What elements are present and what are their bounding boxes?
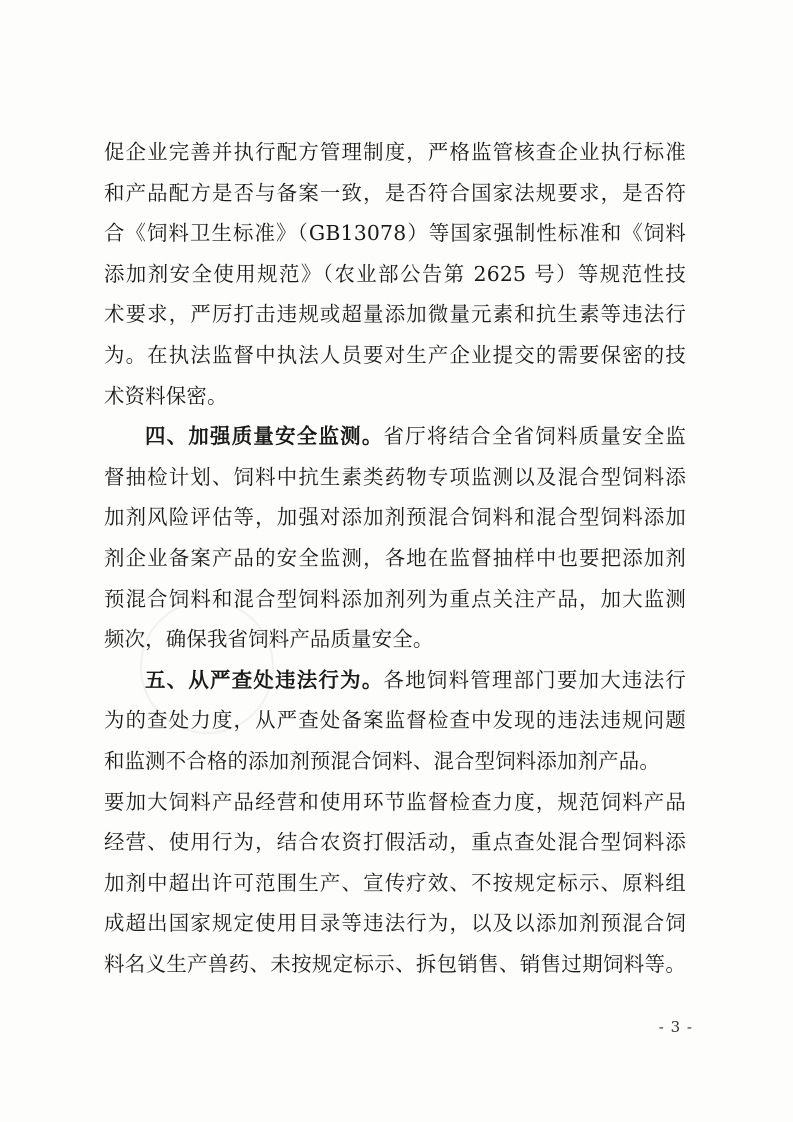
- p3-line-8: 料名义生产兽药、未按规定标示、拆包销售、销售过期饲料等。: [104, 951, 686, 976]
- page-number: - 3 -: [658, 1018, 693, 1036]
- p1-line-1: 促企业完善并执行配方管理制度，严格监管核查企业执行标准: [104, 140, 686, 164]
- p2-line-3: 加剂风险评估等，加强对添加剂预混合饲料和混合型饲料添加: [104, 505, 686, 530]
- p1-line-3: 合《饲料卫生标准》（GB13078）等国家强制性标准和《饲料: [104, 221, 686, 246]
- p2-line-1-text: 省厅将结合全省饲料质量安全监: [383, 424, 686, 449]
- p1-line-5: 术要求，严厉打击违规或超量添加微量元素和抗生素等违法行: [104, 302, 686, 327]
- p3-line-3: 和监测不合格的添加剂预混合饲料、混合型饲料添加剂产品。: [104, 748, 660, 773]
- p2-line-6: 频次，确保我省饲料产品质量安全。: [104, 627, 434, 652]
- p1-line-4: 添加剂安全使用规范》（农业部公告第 2625 号）等规范性技: [104, 261, 686, 286]
- p3-line-7: 成超出国家规定使用目录等违法行为，以及以添加剂预混合饲: [104, 911, 686, 936]
- p1-line-7: 术资料保密。: [104, 383, 228, 408]
- p1-line-6: 为。在执法监督中执法人员要对生产企业提交的需要保密的技: [104, 342, 686, 367]
- p3-line-2: 为的查处力度，从严查处备案监督检查中发现的违法违规问题: [104, 708, 686, 733]
- p3-line-1: [104, 660, 686, 701]
- p3-line-1-text: 各地饲料管理部门要加大违法行: [383, 667, 686, 692]
- p1-line-2: 和产品配方是否与备案一致，是否符合国家法规要求，是否符: [104, 180, 686, 205]
- p3-line-5: 经营、使用行为，结合农资打假活动，重点查处混合型饲料添: [104, 830, 686, 855]
- p2-line-4: 剂企业备案产品的安全监测，各地在监督抽样中也要把添加剂: [104, 545, 686, 570]
- document-body: [104, 132, 686, 984]
- p2-line-5: 预混合饲料和混合型饲料添加剂列为重点关注产品，加大监测: [104, 586, 686, 611]
- p2-line-2: 督抽检计划、饲料中抗生素类药物专项监测以及混合型饲料添: [104, 464, 686, 489]
- section-heading-5: 五、从严查处违法行为。: [145, 667, 384, 692]
- section-heading-4: 四、加强质量安全监测。: [145, 424, 384, 449]
- p3-line-6: 加剂中超出许可范围生产、宣传疗效、不按规定标示、原料组: [104, 870, 686, 895]
- p2-line-1: [104, 416, 686, 457]
- p3-line-4: 要加大饲料产品经营和使用环节监督检查力度，规范饲料产品: [104, 789, 686, 814]
